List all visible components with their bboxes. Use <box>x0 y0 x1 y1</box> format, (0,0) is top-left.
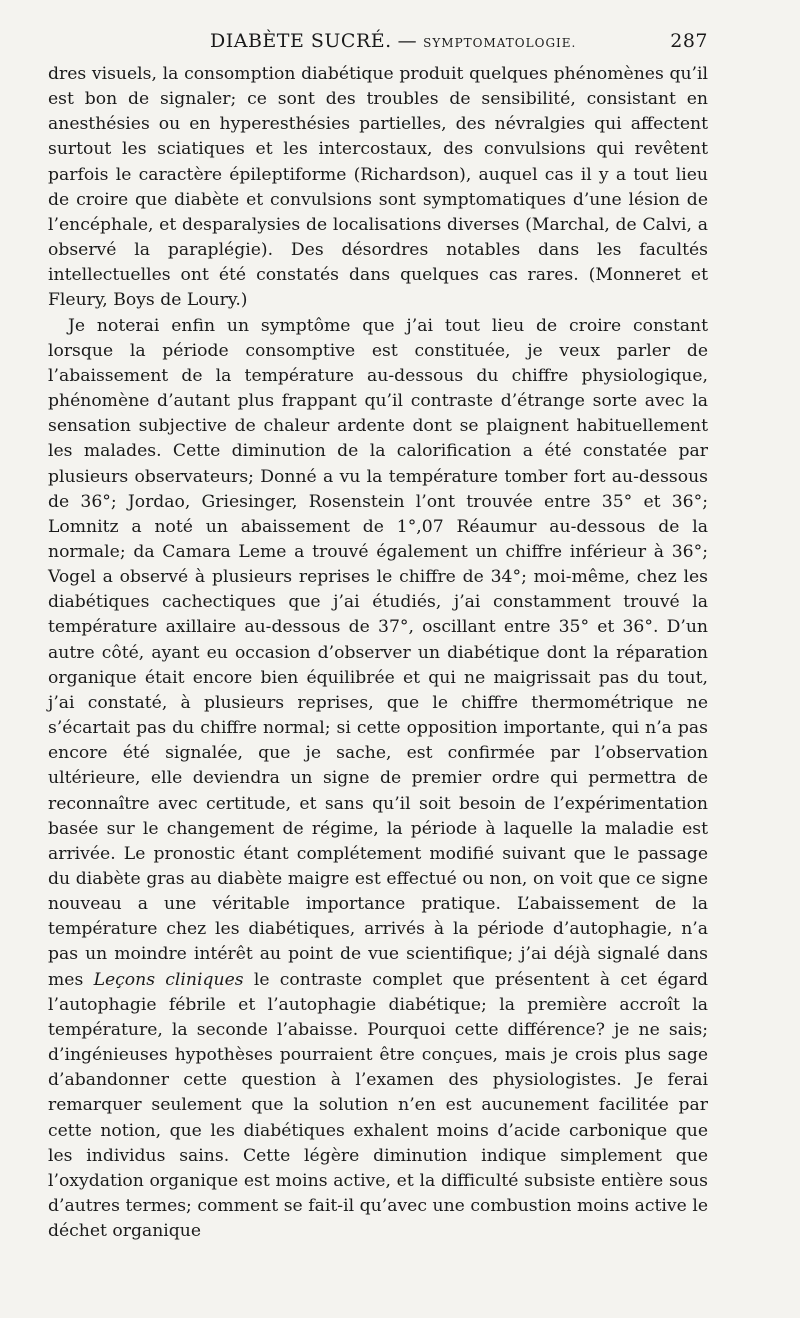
header-title: DIABÈTE SUCRÉ. <box>210 30 392 52</box>
page-number: 287 <box>670 30 708 52</box>
book-page <box>48 30 708 1244</box>
header-title-group <box>210 30 576 52</box>
paragraph-2-text-after: le contraste complet que présentent à cet égard l’autophagie fébrile et l’autophagie diabétique; la première accroît la température, la seconde l’abaisse. Pourquoi cette différence? je ne sais; d’ingénieuses hypothèses pourraient être conçues, mais je crois plus sage d’abandonner cette question à l’examen des physiologistes. Je ferai remarquer seulement que la solution n’en est aucunement facilitée par cette notion, que les diabétiques exhalent moins d’acide carbonique que les individus sains. Cette légère diminution indique simplement que l’oxydation organique est moins active, et la difficulté subsiste entière sous d’autres termes; comment se fait-il qu’avec une combustion moins active le déchet organique <box>48 969 708 1242</box>
header-section: SYMPTOMATOLOGIE. <box>423 36 577 50</box>
header-separator: — <box>397 30 418 52</box>
paragraph-2 <box>48 314 708 1245</box>
paragraph-2-text-before: Je noterai enfin un symptôme que j’ai tout lieu de croire constant lorsque la période consomptive est constituée, je veux parler de l’abaissement de la température au-dessous du chiffre physiologique, phénomène d’autant plus frappant qu’il contraste d’étrange sorte avec la sensation subjective de chaleur ardente dont se plaignent habituellement les malades. Cette diminution de la calorification a été constatée par plusieurs observateurs; Donné a vu la température tomber fort au-dessous de 36°; Jordao, Griesinger, Rosenstein l’ont trouvée entre 35° et 36°; Lomnitz a noté un abaissement de 1°,07 Réaumur au-dessous de la normale; da Camara Leme a trouvé également un chiffre inférieur à 36°; Vogel a observé à plusieurs reprises le chiffre de 34°; moi-même, chez les diabétiques cachectiques que j’ai étudiés, j’ai constamment trouvé la température axillaire au-dessous de 37°, oscillant entre 35° et 36°. D’un autre côté, ayant eu occasion d’observer un diabétique dont la réparation organique était encore bien équilibrée et qui ne maigrissait pas du tout, j’ai constaté, à plusieurs reprises, que le chiffre thermométrique ne s’écartait pas du chiffre normal; si cette opposition importante, qui n’a pas encore été signalée, que je sache, est confirmée par l’observation ultérieure, elle deviendra un signe de premier ordre qui permettra de reconnaître avec certitude, et sans qu’il soit besoin de l’expérimentation basée sur le changement de régime, la période à laquelle la maladie est arrivée. Le pronostic étant complétement modifié suivant que le passage du diabète gras au diabète maigre est effectué ou non, on voit que ce signe nouveau a une véritable importance pratique. L’abaissement de la température chez les diabétiques, arrivés à la période d’autophagie, n’a pas un moindre intérêt au point de vue scientifique; j’ai déjà signalé dans mes <box>48 315 708 990</box>
paragraph-2-italic-title: Leçons cliniques <box>93 969 244 990</box>
running-header <box>48 30 708 60</box>
paragraph-1: dres visuels, la consomption diabétique produit quelques phénomènes qu’il est bon de signaler; ce sont des troubles de sensibilité, consistant en anesthésies ou en hyperesthésies partielles, des névralgies qui affectent surtout les sciatiques et les intercostaux, des convulsions qui revêtent parfois le caractère épileptiforme (Richardson), auquel cas il y a tout lieu de croire que diabète et convulsions sont symptomatiques d’une lésion de l’encéphale, et desparalysies de localisations diverses (Marchal, de Calvi, a observé la paraplégie). Des désordres notables dans les facultés intellectuelles ont été constatés dans quelques cas rares. (Monneret et Fleury, Boys de Loury.) <box>48 64 708 311</box>
